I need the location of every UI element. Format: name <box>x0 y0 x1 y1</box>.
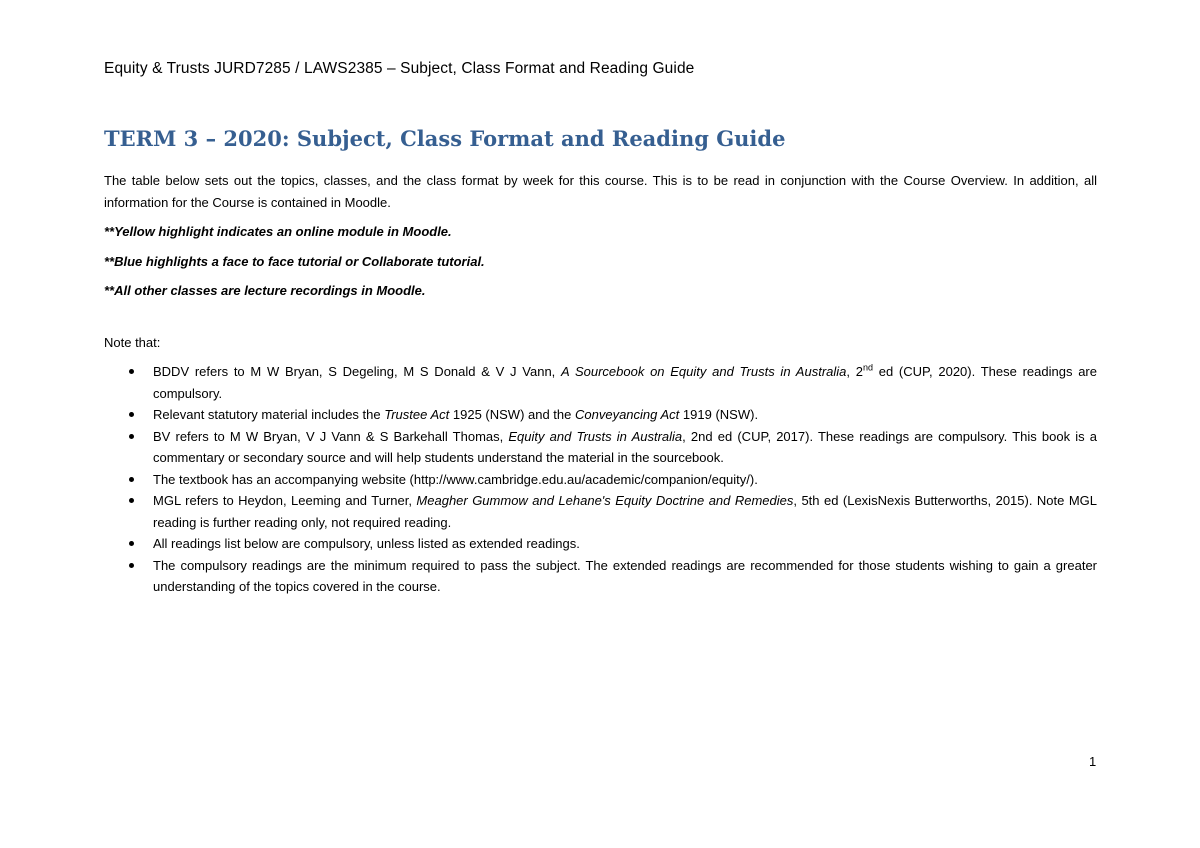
list-item: BDDV refers to M W Bryan, S Degeling, M S Donald & V J Vann, A Sourcebook on Equity and Trusts in Australia, 2nd ed (CUP, 2020). These readings are compulsory. <box>104 361 1097 404</box>
bullet-icon <box>129 477 134 482</box>
list-item: Relevant statutory material includes the Trustee Act 1925 (NSW) and the Conveyancing Act 1919 (NSW). <box>104 404 1097 426</box>
running-header: Equity & Trusts JURD7285 / LAWS2385 – Subject, Class Format and Reading Guide <box>104 60 695 77</box>
list-item: BV refers to M W Bryan, V J Vann & S Barkehall Thomas, Equity and Trusts in Australia, 2nd ed (CUP, 2017). These readings are compulsory. This book is a commentary or secondary source and will help students understand the material in the sourcebook. <box>104 426 1097 469</box>
bullet-icon <box>129 498 134 503</box>
list-item: The compulsory readings are the minimum required to pass the subject. The extended readings are recommended for those students wishing to gain a greater understanding of the topics covered in the course. <box>104 555 1097 598</box>
note-blue-highlight: **Blue highlights a face to face tutorial or Collaborate tutorial. <box>104 253 485 269</box>
page-title: TERM 3 – 2020: Subject, Class Format and Reading Guide <box>104 126 786 151</box>
document-body <box>104 124 1097 598</box>
note-yellow-highlight: **Yellow highlight indicates an online module in Moodle. <box>104 224 452 239</box>
bullet-list <box>104 361 1097 598</box>
bullet-icon <box>129 369 134 374</box>
list-item: MGL refers to Heydon, Leeming and Turner, Meagher Gummow and Lehane's Equity Doctrine and Remedies, 5th ed (LexisNexis Butterworths, 2015). Note MGL reading is further reading only, not required reading. <box>104 490 1097 533</box>
bullet-icon <box>129 563 134 568</box>
intro-paragraph: The table below sets out the topics, classes, and the class format by week for this course. This is to be read in conjunction with the Course Overview. In addition, all information for the Course is contained in Moodle. <box>104 173 1097 210</box>
bullet-icon <box>129 412 134 417</box>
list-item: All readings list below are compulsory, unless listed as extended readings. <box>104 533 1097 555</box>
list-item <box>104 469 1097 491</box>
page-number: 1 <box>1089 754 1097 769</box>
note-that-label: Note that: <box>104 334 161 350</box>
note-lecture-recordings: **All other classes are lecture recordings in Moodle. <box>104 283 426 298</box>
textbook-website-text: The textbook has an accompanying website (http://www.cambridge.edu.au/academic/companion/equity/). <box>153 471 758 487</box>
bullet-icon <box>129 541 134 546</box>
bullet-icon <box>129 434 134 439</box>
